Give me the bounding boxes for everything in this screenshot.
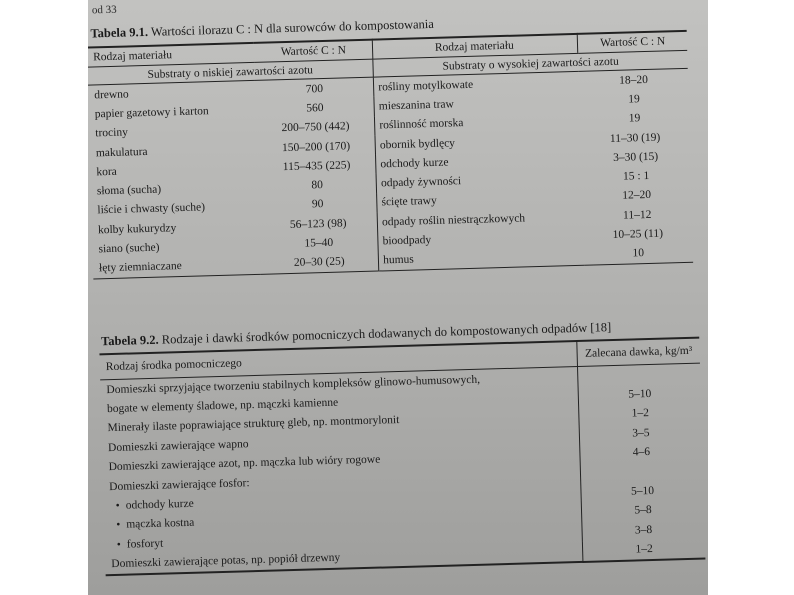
table2-cell: Domieszki zawierające wapno <box>107 438 249 455</box>
table1-cell: makulatura <box>95 145 148 159</box>
table1-cell: rośliny motylkowate <box>378 78 474 94</box>
table2-cell: Domieszki zawierające potas, np. popiół drzewny <box>111 551 341 571</box>
table2 <box>99 337 705 577</box>
table2-cell: Domieszki zawierające fosfor: <box>109 476 250 493</box>
table1-cell: 19 <box>628 112 641 125</box>
table1-cell: 150–200 (170) <box>257 135 376 158</box>
table1-cell: humus <box>382 253 414 267</box>
table1-cell: bioodpady <box>382 234 432 248</box>
table2-cell-bullet: • odchody kurze <box>103 483 581 516</box>
table1-caption-text: Wartości ilorazu C : N dla surowców do kompostowania <box>150 16 434 39</box>
page-content <box>88 0 708 595</box>
table1-cell: 11–30 (19) <box>609 131 661 145</box>
table1-caption-label: Tabela 9.1. <box>90 24 149 41</box>
table1-cell: 56–123 (98) <box>259 213 378 236</box>
table1-header-cn-high: Wartość C : N <box>578 31 688 54</box>
table1-cell: 80 <box>258 174 377 197</box>
page-header-fragment: od 33 <box>91 3 117 17</box>
table1-header-cn-low: Wartość C : N <box>254 40 373 63</box>
table1-cell: mieszanina traw <box>378 98 455 113</box>
table2-cell: 1–2 <box>582 538 705 562</box>
table2-cell: 5–8 <box>581 499 704 522</box>
table1-cell: odpady roślin niestrączkowych <box>381 212 526 229</box>
table1-cell: 3–30 (15) <box>612 150 659 164</box>
table1-cell: 12–20 <box>622 189 652 203</box>
table1-cell: łęty ziemniaczane <box>98 260 182 275</box>
table2-cell: 4–6 <box>580 441 703 464</box>
table1-cell: 15 : 1 <box>622 170 650 183</box>
table1-cell: odchody kurze <box>380 156 449 171</box>
table1-cell: 19 <box>628 93 640 106</box>
table1-cell: siano (suche) <box>98 241 160 256</box>
table1-cell: obornik bydlęcy <box>379 136 456 151</box>
table2-cell: 3–5 <box>579 422 702 445</box>
table1-cell: 11–12 <box>622 208 652 222</box>
table1-cell: ścięte trawy <box>381 195 437 209</box>
table1-cell: kora <box>96 165 117 179</box>
table1-cell: 90 <box>259 193 378 216</box>
table2-cell: 1–2 <box>579 402 702 425</box>
table1-cell: 115–435 (225) <box>257 155 376 178</box>
table1-subheader-high: Substraty o wysokiej zawartości azotu <box>373 50 688 77</box>
table1-cell: 700 <box>255 77 374 100</box>
table1-cell: słoma (sucha) <box>96 183 162 198</box>
table1-cell: papier gazetowy i karton <box>94 105 209 121</box>
table2-cell-bullet: • mączka kostna <box>104 503 582 536</box>
table1-cell: 10–25 (11) <box>612 227 664 241</box>
table2-cell: bogate w elementy śladowe, np. mączki kamienne <box>106 396 339 416</box>
table1-cell: liście i chwasty (suche) <box>97 201 206 217</box>
table1-cell: drewno <box>94 88 129 102</box>
table1-cell: odpady żywności <box>380 175 462 190</box>
table1-cell: trociny <box>95 126 129 140</box>
table1-cell: kolby kukurydzy <box>97 221 177 237</box>
table2-cell: Minerały ilaste poprawiające strukturę gleb, np. montmorylonit <box>107 414 400 435</box>
table1 <box>88 30 693 280</box>
table2-header-type: Rodzaj środka pomocniczego <box>99 341 577 380</box>
table2-cell-bullet: • fosforyt <box>105 522 583 555</box>
table2-header-dose: Zalecana dawka, kg/m³ <box>577 338 700 367</box>
table2-cell: 5–10 <box>581 480 704 503</box>
table2-cell: Domieszki zawierające azot, np. mączka lub wióry rogowe <box>108 453 381 474</box>
table1-subheader-low: Substraty o niskiej zawartości azotu <box>88 59 374 85</box>
table2-cell: 5–10 <box>578 383 701 406</box>
table2-cell: Domieszki sprzyjające tworzeniu stabilnych kompleksów glinowo-humusowych, <box>106 373 481 396</box>
table1-cell: roślinność morska <box>379 117 464 132</box>
table1-cell: 10 <box>632 247 645 260</box>
table1-header-material-high: Rodzaj materiału <box>372 34 578 59</box>
table1-cell: 560 <box>256 97 375 120</box>
book-page <box>88 0 708 595</box>
table2-cell: 3–8 <box>582 519 705 542</box>
table1-cell: 20–30 (25) <box>260 251 379 274</box>
table1-cell: 15–40 <box>260 232 379 255</box>
table1-cell: 200–750 (442) <box>256 116 375 139</box>
table1-header-material-low: Rodzaj materiału <box>88 43 255 67</box>
table2-caption-label: Tabela 9.2. <box>100 332 159 349</box>
bleed-through-text <box>460 0 463 12</box>
table1-cell: 18–20 <box>618 73 649 87</box>
table2-caption-text: Rodzaje i dawki środków pomocniczych dodawanych do kompostowanych odpadów [18] <box>161 320 612 347</box>
